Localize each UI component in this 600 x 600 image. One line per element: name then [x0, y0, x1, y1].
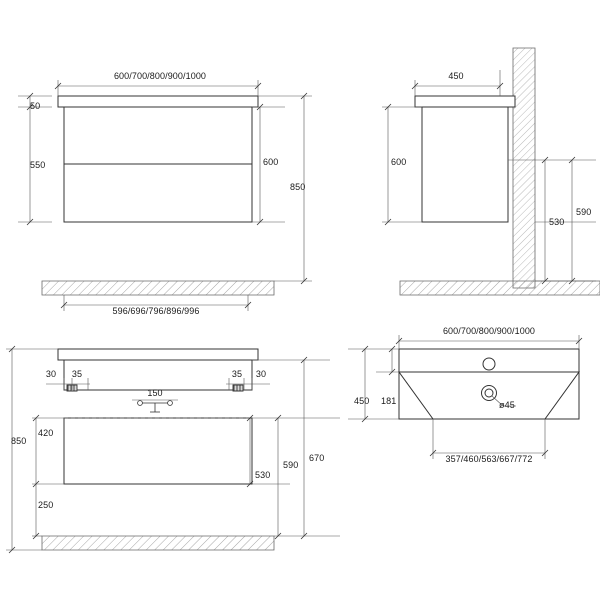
section-dim-250-label: 250 [38, 500, 54, 510]
top-view-geometry [399, 349, 579, 419]
section-dim-670-label: 670 [309, 453, 325, 463]
front-dim-550-label: 550 [30, 160, 46, 170]
front-elevation-geometry [42, 96, 274, 295]
section-dim-850-label: 850 [11, 436, 27, 446]
front-top-dimension-label: 600/700/800/900/1000 [113, 71, 207, 81]
top-dim-450-label: 450 [354, 396, 370, 406]
section-dim-30-left-label: 30 [45, 369, 57, 379]
section-dim-35-left-label: 35 [71, 369, 83, 379]
front-dim-850-label: 850 [290, 182, 306, 192]
front-bottom-dimension-label: 596/696/796/896/996 [112, 306, 200, 316]
top-hole-diameter-label: ø45 [499, 400, 515, 410]
section-dim-30-right-label: 30 [255, 369, 267, 379]
section-dim-530-label: 530 [255, 470, 271, 480]
section-dim-590-label: 590 [283, 460, 299, 470]
side-dim-450-label: 450 [448, 71, 464, 81]
side-dim-600-label: 600 [391, 157, 407, 167]
front-dim-600-label: 600 [263, 157, 279, 167]
side-dim-590-label: 590 [576, 207, 592, 217]
section-dim-420-label: 420 [38, 428, 54, 438]
section-view-geometry [42, 349, 274, 550]
top-top-dimension-label: 600/700/800/900/1000 [442, 326, 536, 336]
side-dim-530-label: 530 [549, 217, 565, 227]
front-dim-50-label: 50 [30, 101, 41, 111]
top-dim-181-label: 181 [381, 396, 397, 406]
section-dim-35-right-label: 35 [231, 369, 243, 379]
section-dim-150-label: 150 [147, 388, 163, 398]
top-bottom-dimension-label: 357/460/563/667/772 [445, 454, 533, 464]
